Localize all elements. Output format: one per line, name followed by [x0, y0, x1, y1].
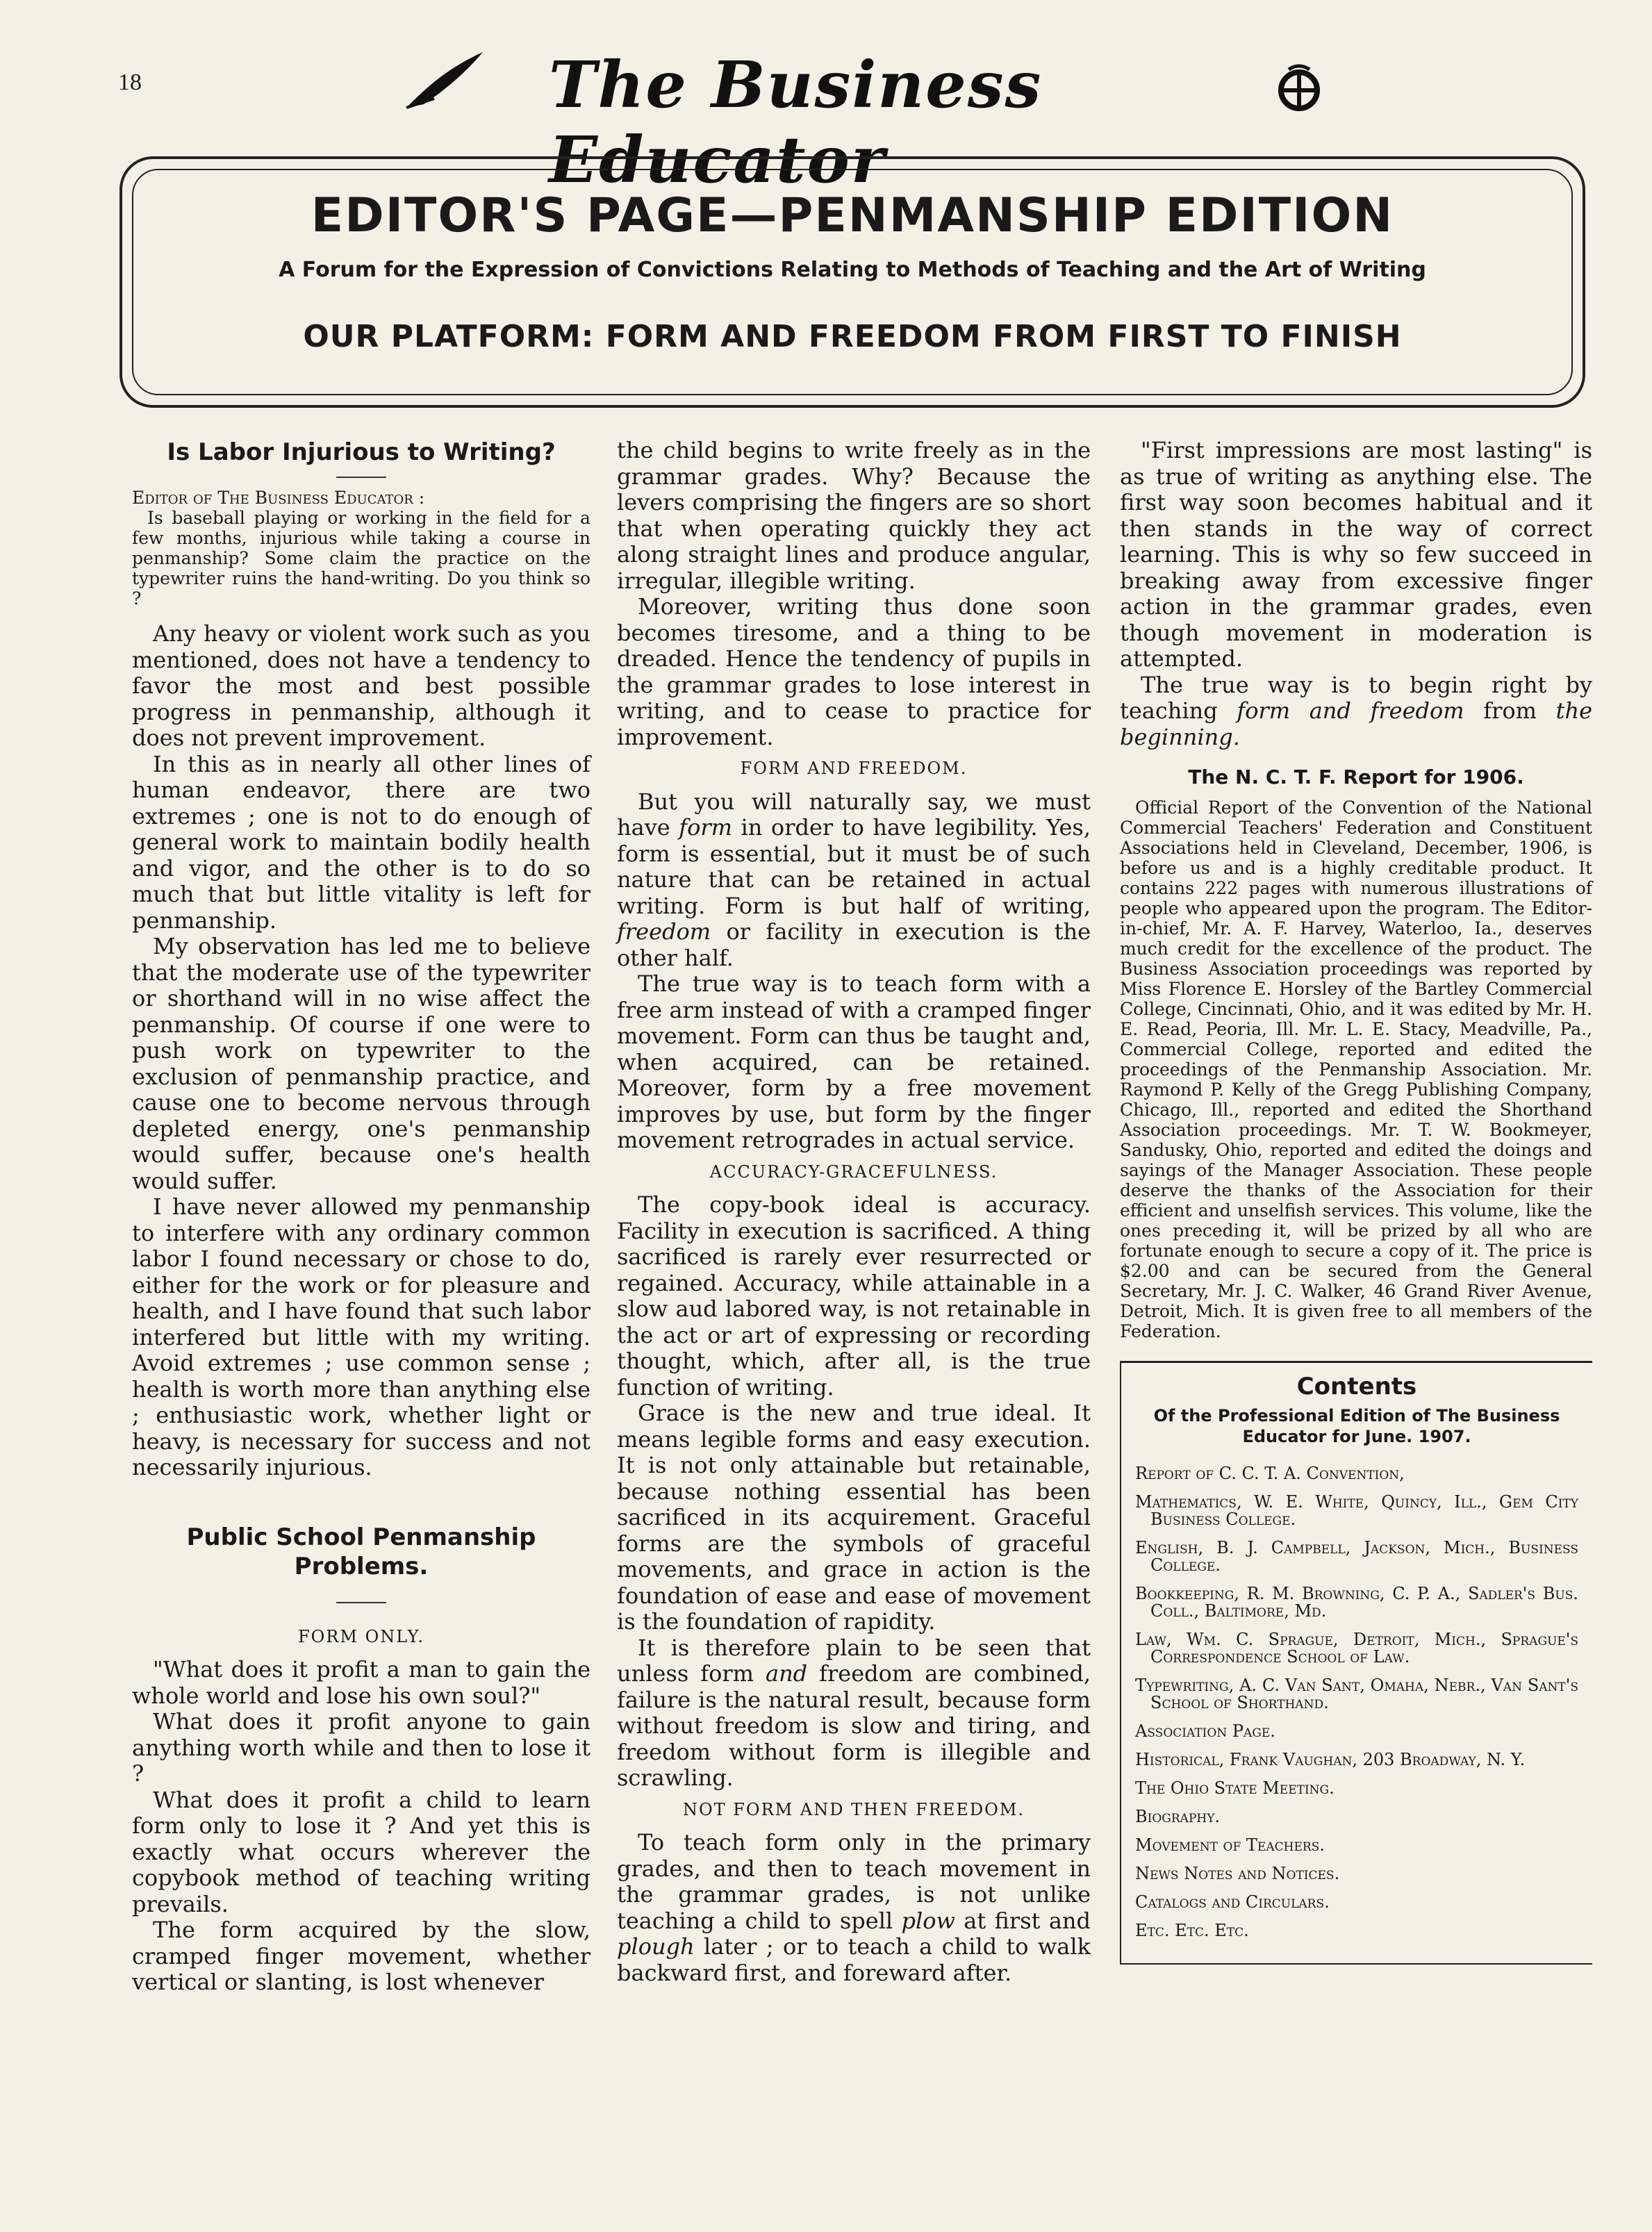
report-title: The N. C. T. F. Report for 1906. [1188, 766, 1524, 788]
contents-item: Mathematics, W. E. White, Quincy, Ill., Gem City Business College. [1135, 1492, 1578, 1529]
contents-item: Catalogs and Circulars. [1135, 1892, 1330, 1912]
contents-item: Biography. [1135, 1807, 1221, 1826]
paragraph: the child begins to write freely as in the grammar grades. Why? Because the levers comprising the fingers are so short that when operating quickly they act along straight lines and produce angular, irregular, illegible writing. [617, 437, 1091, 594]
divider [336, 1602, 386, 1603]
letter-salutation: Editor of The Business Educator : [132, 488, 425, 508]
column-3 [1120, 438, 1592, 1965]
report-body [1120, 797, 1592, 1341]
paragraph: My observation has led me to believe that the moderate use of the typewriter or shorthand will in no wise affect the penmanship. Of course if one were to push work on typewriter to the exclusion of penmanship practice, and cause one to become nervous through depleted energy, one's penmanship would suffer, because one's health would suffer. [132, 933, 590, 1194]
reader-letter [132, 488, 590, 609]
contents-item: The Ohio State Meeting. [1135, 1778, 1335, 1798]
contents-title: Contents [1296, 1373, 1417, 1400]
page-number: 18 [118, 69, 142, 95]
contents-item: News Notes and Notices. [1135, 1864, 1340, 1883]
section-heading: ACCURACY-GRACEFULNESS. [709, 1162, 998, 1182]
article-title-labor: Is Labor Injurious to Writing? [167, 438, 556, 466]
section-heading: FORM AND FREEDOM. [740, 759, 968, 778]
article-title-public-school: Public School Penmanship Problems. [186, 1523, 536, 1580]
paragraph: It is therefore plain to be seen that unless form and freedom are combined, failure is the natural result, because form without freedom is slow and tiring, and freedom without form is illegible and scrawling. [617, 1634, 1091, 1791]
paragraph: What does it profit a child to learn form only to lose it ? And yet this is exactly what occurs wherever the copybook method of teaching writing prevails. [132, 1786, 590, 1917]
contents-item: Movement of Teachers. [1135, 1835, 1325, 1855]
paragraph: Official Report of the Convention of the National Commercial Teachers' Federation and Constituent Associations held in Cleveland, December, 1906, is before us and is a highly creditable product. It contains 222 pages with numerous illustrations of people who appeared upon the program. The Editor-in-chief, Mr. A. F. Harvey, Waterloo, Ia., deserves much credit for the excellence of the product. The Business Association proceedings was reported by Miss Florence E. Horsley of the Bartley Commercial College, Cincinnati, Ohio, and it was edited by Mr. H. E. Read, Peoria, Ill. Mr. L. E. Stacy, Meadville, Pa., Commercial College, reported and edited the proceedings of the Penmanship Association. Mr. Raymond P. Kelly of the Gregg Publishing Company, Chicago, Ill., reported and edited the Shorthand Association proceedings. Mr. T. W. Bookmeyer, Sandusky, Ohio, reported and edited the doings and sayings of the Manager Association. These people deserve the thanks of the Association for their efficient and unselfish services. This volume, like the ones preceding it, will be prized by all who are fortunate enough to secure a copy of it. The price is $2.00 and can be secured from the General Secretary, Mr. J. C. Walker, 46 Grand River Avenue, Detroit, Mich. It is given free to all members of the Federation. [1120, 797, 1592, 1341]
paragraph: What does it profit anyone to gain anything worth while and then to lose it ? [132, 1708, 590, 1787]
header-title: EDITOR'S PAGE—PENMANSHIP EDITION [311, 188, 1394, 243]
paragraph: "First impressions are most lasting" is as true of writing as anything else. The first way soon becomes habitual and it then stands in the way of correct learning. This is why so few succeed in breaking away from excessive finger action in the grammar grades, even though movement in moderation is attempted. [1120, 437, 1592, 672]
ornament-icon [1271, 63, 1327, 118]
paragraph: Any heavy or violent work such as you mentioned, does not have a tendency to favor the most and best possible progress in penmanship, although it does not prevent improvement. [132, 620, 590, 751]
divider [336, 477, 386, 478]
column-2 [617, 438, 1091, 1986]
paragraph: Moreover, writing thus done soon becomes tiresome, and a thing to be dreaded. Hence the tendency of pupils in the grammar grades to lose interest in writing, and to cease to practice for improvement. [617, 593, 1091, 750]
contents-item: Historical, Frank Vaughan, 203 Broadway, N. Y. [1135, 1750, 1526, 1769]
section-heading: NOT FORM AND THEN FREEDOM. [682, 1799, 1025, 1819]
header-platform: OUR PLATFORM: FORM AND FREEDOM FROM FIRST TO FINISH [303, 319, 1402, 354]
masthead [389, 42, 1362, 197]
paragraph: The true way is to teach form with a free arm instead of with a cramped finger movement. Form can thus be taught and, when acquired, can be retained. Moreover, form by a free movement improves by use, but form by the finger movement retrogrades in actual service. [617, 970, 1091, 1153]
contents-item: English, B. J. Campbell, Jackson, Mich., Business College. [1135, 1538, 1578, 1575]
column-1 [132, 438, 590, 1996]
contents-subtitle: Of the Professional Edition of The Business Educator for June. 1907. [1153, 1406, 1560, 1446]
paragraph: The copy-book ideal is accuracy. Facility in execution is sacrificed. A thing sacrificed is rarely ever resurrected or regained. Accuracy, while attainable in a slow aud labored way, is not retainable in the act or art of expressing or recording thought, which, after all, is the true function of writing. [617, 1191, 1091, 1400]
contents-item: Law, Wm. C. Sprague, Detroit, Mich., Sprague's Correspondence School of Law. [1135, 1630, 1578, 1667]
section-heading: FORM ONLY. [297, 1626, 425, 1646]
editor-page-header [119, 156, 1585, 408]
contents-box [1120, 1361, 1592, 1965]
quill-pen-icon [403, 49, 486, 111]
paragraph: I have never allowed my penmanship to interfere with any ordinary common labor I found necessary or chose to do, either for the work or for pleasure and health, and I have found that such labor interfered but little with my writing. Avoid extremes ; use common sense ; health is worth more than anything else ; enthusiastic work, whether light or heavy, is necessary for success and not necessarily injurious. [132, 1193, 590, 1480]
contents-item: Report of C. C. T. A. Convention, [1135, 1464, 1405, 1483]
paragraph: To teach form only in the primary grades, and then to teach movement in the grammar grades, is not unlike teaching a child to spell plow at first and plough later ; or to teach a child to walk backward first, and foreward after. [617, 1829, 1091, 1986]
header-subtitle: A Forum for the Expression of Convictions Relating to Methods of Teaching and the Art of Writing [279, 258, 1426, 282]
paragraph: Grace is the new and true ideal. It means legible forms and easy execution. It is not only attainable but retainable, because nothing essential has been sacrificed in its acquirement. Graceful forms are the symbols of graceful movements, and grace in action is the foundation of ease and ease of movement is the foundation of rapidity. [617, 1400, 1091, 1635]
contents-item: Bookkeeping, R. M. Browning, C. P. A., Sadler's Bus. Coll., Baltimore, Md. [1135, 1584, 1578, 1621]
contents-item: Typewriting, A. C. Van Sant, Omaha, Nebr., Van Sant's School of Shorthand. [1135, 1676, 1578, 1712]
letter-body: Is baseball playing or working in the field for a few months, injurious while taking a course in penmanship? Some claim the practice on the typewriter ruins the hand-writing. Do you think so ? [132, 508, 590, 609]
paragraph: But you will naturally say, we must have form in order to have legibility. Yes, form is essential, but it must be of such nature that can be retained in actual writing. Form is but half of writing, freedom or facility in execution is the other half. [617, 788, 1091, 971]
paragraph: The form acquired by the slow, cramped finger movement, whether vertical or slanting, is lost whenever [132, 1917, 590, 1995]
paragraph: "What does it profit a man to gain the whole world and lose his own soul?" [132, 1656, 590, 1709]
contents-item: Association Page. [1135, 1721, 1275, 1741]
masthead-title: The Business Educator [549, 47, 1043, 197]
contents-item: Etc. Etc. Etc. [1135, 1921, 1249, 1940]
paragraph: The true way is to begin right by teaching form and freedom from the beginning. [1120, 671, 1593, 750]
paragraph: In this as in nearly all other lines of human endeavor, there are two extremes ; one is not to do enough of general work to maintain bodily health and vigor, and the other is to do so much that but little vitality is left for penmanship. [132, 750, 590, 934]
contents-list [1135, 1465, 1578, 1940]
